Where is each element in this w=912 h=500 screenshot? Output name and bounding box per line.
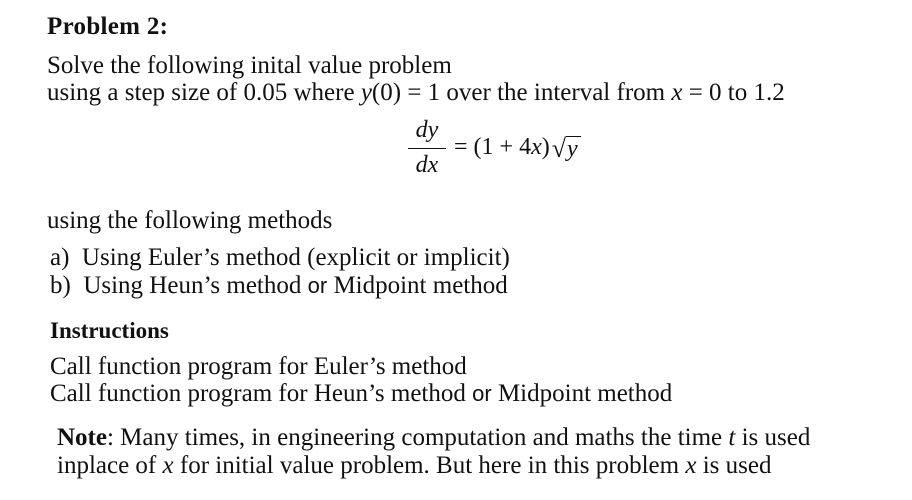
problem-title: Problem 2:: [47, 13, 169, 40]
instructions-heading: Instructions: [50, 318, 169, 343]
note-2-text-a: inplace of: [57, 452, 163, 479]
intro-text-a: using a step size of 0.05 where: [47, 79, 361, 106]
note-line-1: [57, 424, 810, 452]
rhs-close-paren: ): [541, 134, 550, 160]
rhs-prefix: = (1 + 4: [454, 134, 532, 160]
fraction-bar: [408, 148, 446, 149]
derivative-fraction: [408, 118, 446, 177]
method-item-a: [50, 244, 510, 272]
note-label: Note: [57, 424, 107, 451]
method-item-b: [50, 272, 508, 300]
item-b-text-a: Using Heun’s method: [83, 272, 308, 299]
equation-rhs: [454, 134, 581, 161]
note-var-x: x: [162, 452, 174, 479]
instruction-line-2: [50, 380, 672, 408]
intro-line-2: [47, 79, 785, 107]
differential-equation: [408, 118, 581, 177]
note-1-text-b: is used: [735, 424, 811, 451]
note-2-text-b: for initial value problem. But here in this problem: [173, 452, 686, 479]
rhs-var-x: x: [531, 134, 542, 160]
intro-text-c: = 0 to 1.2: [682, 79, 785, 106]
instruction-2-text-a: Call function program for Heun’s method: [50, 380, 473, 407]
note-var-t: t: [728, 424, 736, 451]
item-a-marker: a): [50, 244, 70, 271]
note-line-2: [57, 452, 771, 480]
intro-line-1: Solve the following inital value problem: [47, 52, 452, 79]
item-b-or: or: [307, 273, 328, 298]
radical-sign: √: [551, 133, 566, 163]
instruction-2-text-b: Midpoint method: [491, 380, 673, 407]
item-b-marker: b): [50, 272, 71, 299]
note-1-text-a: : Many times, in engineering computation and maths the time: [106, 424, 729, 451]
intro-var-y: y: [360, 79, 372, 106]
item-b-text-b: Midpoint method: [327, 272, 508, 299]
note-var-x-2: x: [685, 452, 697, 479]
note-2-text-c: is used: [696, 452, 772, 479]
fraction-denominator: dx: [415, 152, 439, 178]
methods-heading: using the following methods: [47, 207, 333, 234]
square-root: [552, 135, 581, 161]
item-a-text: Using Euler’s method (explicit or implicit): [81, 244, 510, 271]
radicand: y: [566, 136, 581, 161]
fraction-numerator: dy: [415, 117, 439, 143]
instruction-line-1: Call function program for Euler’s method: [50, 353, 467, 380]
intro-var-x: x: [671, 79, 683, 106]
intro-text-b: (0) = 1 over the interval from: [371, 79, 672, 106]
instruction-2-or: or: [472, 381, 492, 406]
